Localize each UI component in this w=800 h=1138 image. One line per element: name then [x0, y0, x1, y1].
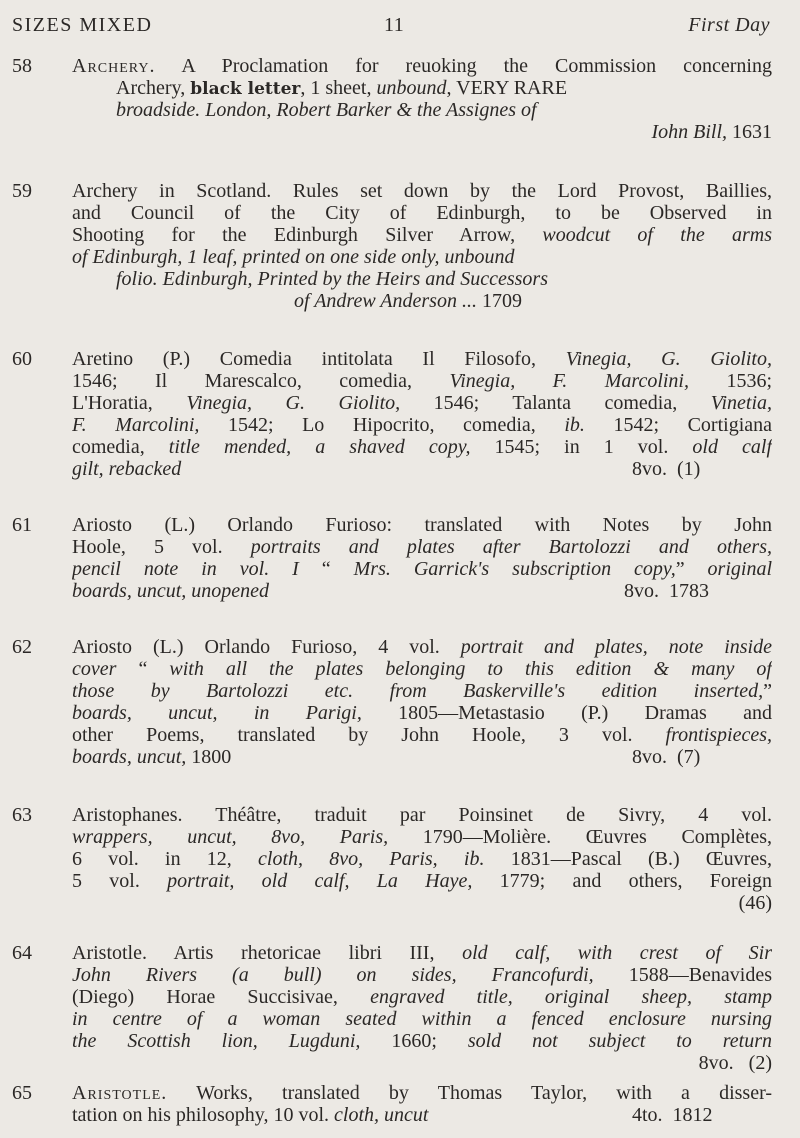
lot-line: (46): [738, 892, 772, 914]
lot-line: L'Horatia, Vinegia, G. Giolito, 1546; Talanta comedia, Vinetia,: [72, 392, 772, 414]
lot-line: Aretino (P.) Comedia intitolata Il Filosofo, Vinegia, G. Giolito,: [72, 348, 772, 370]
lot-line: of Edinburgh, 1 leaf, printed on one side only, unbound: [72, 246, 515, 268]
lot-line: gilt, rebacked 8vo. (1): [72, 458, 701, 480]
lot-line: and Council of the City of Edinburgh, to be Observed in: [72, 202, 772, 224]
lot-line: of Andrew Anderson ... 1709: [294, 290, 522, 312]
lot-line: 8vo. (2): [698, 1052, 772, 1074]
lot-line: tation on his philosophy, 10 vol. cloth, uncut 4to. 1812: [72, 1104, 713, 1126]
lot-line: boards, uncut, unopened 8vo. 1783: [72, 580, 709, 602]
lot-number: 65: [12, 1082, 32, 1104]
lot-line: cover “ with all the plates belonging to this edition & many of: [72, 658, 772, 680]
lot-line: 1546; Il Marescalco, comedia, Vinegia, F. Marcolini, 1536;: [72, 370, 772, 392]
lot-line: those by Bartolozzi etc. from Baskerville's edition inserted,”: [72, 680, 772, 702]
lot-line: Archery, black letter, 1 sheet, unbound, VERY RARE: [116, 77, 568, 99]
lot-number: 60: [12, 348, 32, 370]
sale-day: First Day: [688, 14, 770, 36]
lot-line: Archery. A Proclamation for reuoking the Commission concerning: [72, 55, 772, 77]
lot-line: in centre of a woman seated within a fenced enclosure nursing: [72, 1008, 772, 1030]
lot-line: folio. Edinburgh, Printed by the Heirs and Successors: [116, 268, 548, 290]
lot-line: comedia, title mended, a shaved copy, 1545; in 1 vol. old calf: [72, 436, 772, 458]
lot-line: Iohn Bill, 1631: [651, 121, 772, 143]
lot-description: [72, 514, 772, 602]
lot-line: the Scottish lion, Lugduni, 1660; sold not subject to return: [72, 1030, 772, 1052]
lot-line: Hoole, 5 vol. portraits and plates after Bartolozzi and others,: [72, 536, 772, 558]
lot-line: F. Marcolini, 1542; Lo Hipocrito, comedia, ib. 1542; Cortigiana: [72, 414, 772, 436]
lot-line: broadside. London, Robert Barker & the Assignes of: [116, 99, 537, 121]
lot-line: (Diego) Horae Succisivae, engraved title, original sheep, stamp: [72, 986, 772, 1008]
lot-number: 62: [12, 636, 32, 658]
lot-line: pencil note in vol. I “ Mrs. Garrick's subscription copy,” original: [72, 558, 772, 580]
lot-number: 63: [12, 804, 32, 826]
lot-line: Shooting for the Edinburgh Silver Arrow, woodcut of the arms: [72, 224, 772, 246]
lot-line: boards, uncut, in Parigi, 1805—Metastasio (P.) Dramas and: [72, 702, 772, 724]
lot-line: Aristotle. Works, translated by Thomas Taylor, with a disser-: [72, 1082, 772, 1104]
lot-description: [72, 1082, 772, 1126]
lot-line: Aristotle. Artis rhetoricae libri III, old calf, with crest of Sir: [72, 942, 772, 964]
lot-description: [72, 180, 772, 312]
lot-line: Aristophanes. Théâtre, traduit par Poinsinet de Sivry, 4 vol.: [72, 804, 772, 826]
lot-line: Ariosto (L.) Orlando Furioso: translated with Notes by John: [72, 514, 772, 536]
lot-line: 6 vol. in 12, cloth, 8vo, Paris, ib. 1831—Pascal (B.) Œuvres,: [72, 848, 772, 870]
lot-line: John Rivers (a bull) on sides, Francofurdi, 1588—Benavides: [72, 964, 772, 986]
lot-description: [72, 636, 772, 768]
lot-line: Archery in Scotland. Rules set down by the Lord Provost, Baillies,: [72, 180, 772, 202]
lot-description: [72, 348, 772, 480]
section-title: SIZES MIXED: [12, 14, 153, 36]
lot-description: [72, 804, 772, 914]
lot-number: 61: [12, 514, 32, 536]
lot-line: 5 vol. portrait, old calf, La Haye, 1779; and others, Foreign: [72, 870, 772, 892]
lot-line: boards, uncut, 1800 8vo. (7): [72, 746, 701, 768]
page-number: 11: [384, 14, 405, 36]
lot-line: Ariosto (L.) Orlando Furioso, 4 vol. portrait and plates, note inside: [72, 636, 772, 658]
lot-number: 59: [12, 180, 32, 202]
lot-number: 58: [12, 55, 32, 77]
lot-number: 64: [12, 942, 32, 964]
lot-line: other Poems, translated by John Hoole, 3 vol. frontispieces,: [72, 724, 772, 746]
running-header: [0, 14, 800, 44]
lot-line: wrappers, uncut, 8vo, Paris, 1790—Molière. Œuvres Complètes,: [72, 826, 772, 848]
lot-description: [72, 55, 772, 143]
lot-description: [72, 942, 772, 1074]
